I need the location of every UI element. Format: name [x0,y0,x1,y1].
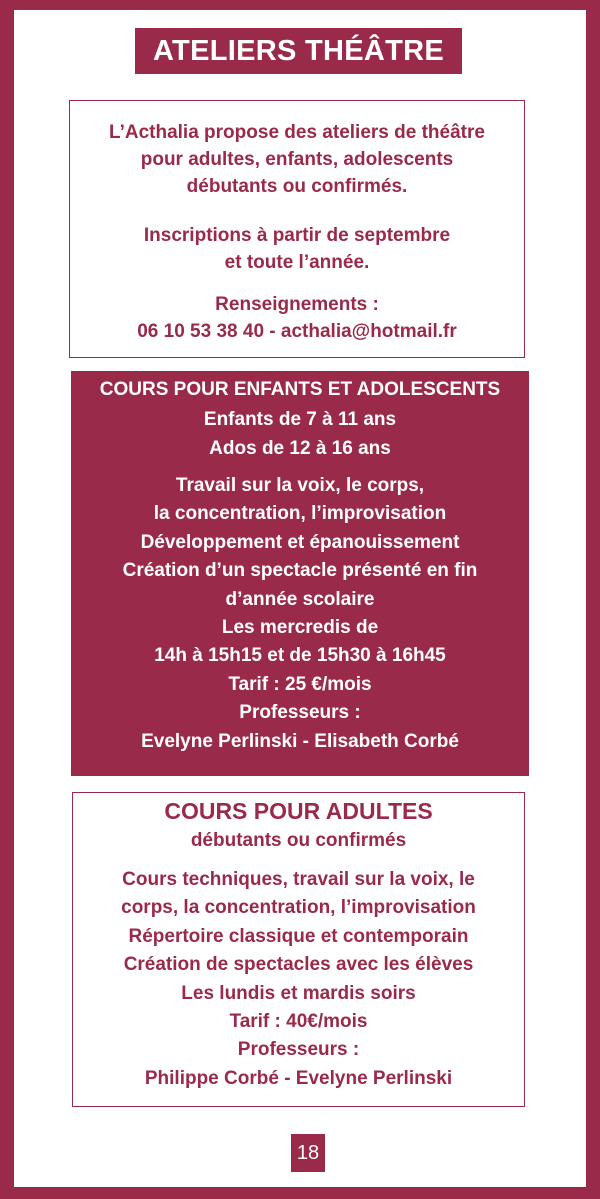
age-group: Enfants de 7 à 11 ans [203,409,397,430]
registration-line: et toute l’année. [224,252,370,273]
kids-course-box [71,371,529,776]
intro-line: débutants ou confirmés. [186,176,408,197]
kids-course-heading: COURS POUR ENFANTS ET ADOLESCENTS [99,379,501,400]
age-group: Ados de 12 à 16 ans [209,438,391,459]
detail-line: Tarif : 25 €/mois [228,673,372,695]
kids-course-details [71,472,529,756]
page-number: 18 [291,1134,325,1172]
detail-line: Professeurs : [239,702,361,724]
detail-line: Les mercredis de [221,617,379,639]
detail-line: 14h à 15h15 et de 15h30 à 16h45 [154,645,446,667]
detail-line: d’année scolaire [225,588,375,610]
intro-line: L’Acthalia propose des ateliers de théâtre [109,122,485,143]
intro-description [70,119,524,200]
detail-line: Création de spectacles avec les élèves [123,954,474,976]
contact-details: 06 10 53 38 40 - acthalia@hotmail.fr [137,321,457,342]
page-title: ATELIERS THÉÂTRE [135,28,462,74]
adult-course-heading: COURS POUR ADULTES [164,798,433,824]
contact-label: Renseignements : [215,294,379,315]
detail-line: corps, la concentration, l’improvisation [121,897,476,919]
detail-line: Développement et épanouissement [140,531,460,553]
detail-line: la concentration, l’improvisation [153,503,447,525]
adult-course-details [73,866,524,1093]
intro-box [69,100,525,358]
detail-line: Evelyne Perlinski - Elisabeth Corbé [141,730,459,752]
detail-line: Tarif : 40€/mois [229,1011,368,1033]
detail-line: Professeurs : [237,1039,360,1061]
adult-course-subheading: débutants ou confirmés [190,830,407,851]
detail-line: Création d’un spectacle présenté en fin [122,560,478,582]
detail-line: Travail sur la voix, le corps, [175,475,425,496]
adult-course-box [72,792,525,1107]
intro-line: pour adultes, enfants, adolescents [140,149,454,170]
detail-line: Philippe Corbé - Evelyne Perlinski [144,1067,453,1089]
detail-line: Cours techniques, travail sur la voix, le [122,869,475,890]
kids-course-ages [71,405,529,463]
detail-line: Les lundis et mardis soirs [181,982,416,1004]
detail-line: Répertoire classique et contemporain [128,925,469,947]
contact-info [70,291,524,345]
registration-info [70,222,524,276]
registration-line: Inscriptions à partir de septembre [143,225,451,246]
